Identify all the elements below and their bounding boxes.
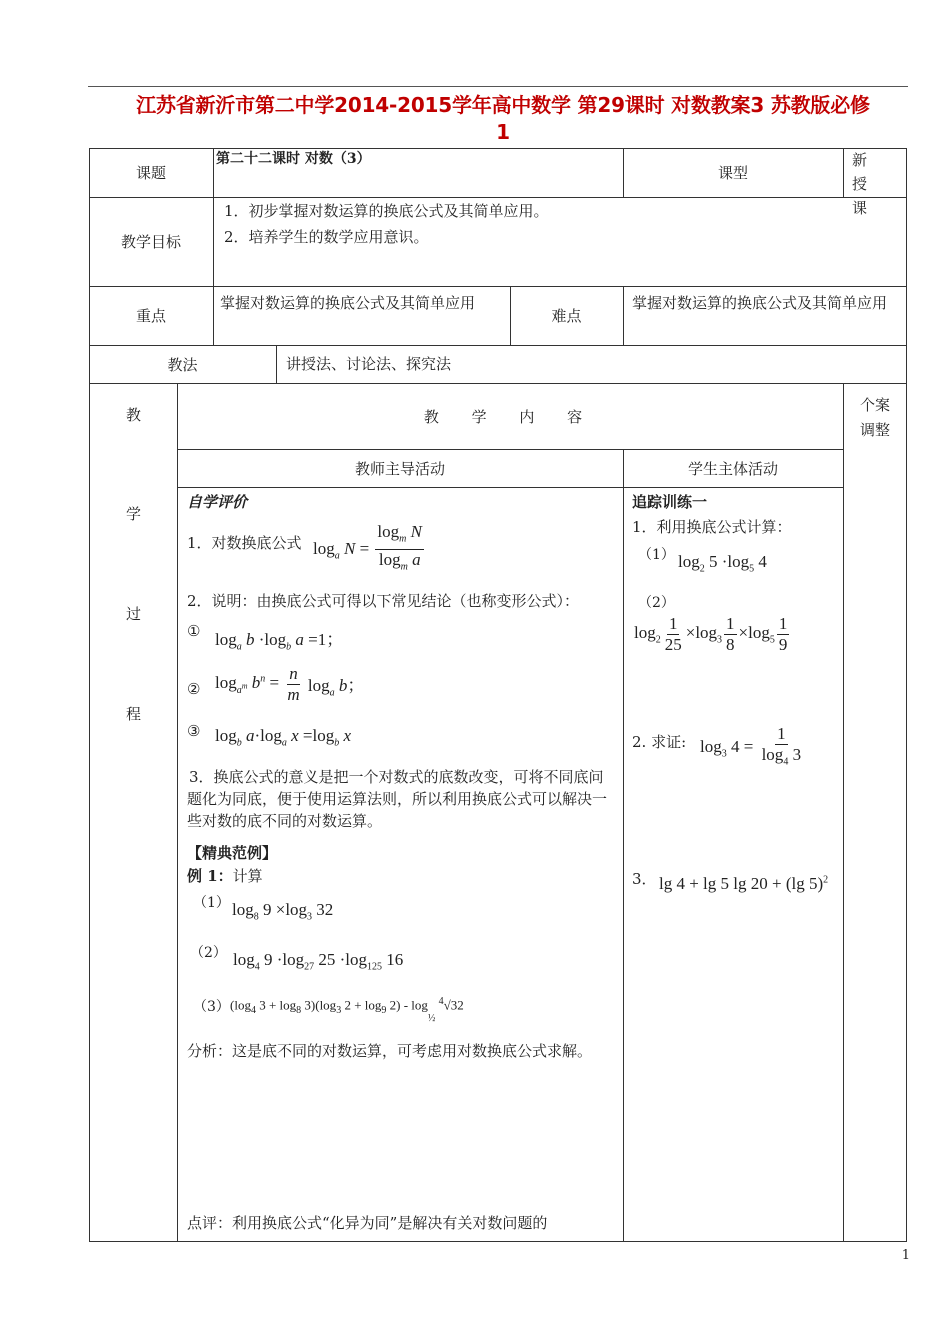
method-text: 讲授法、讨论法、探究法: [286, 355, 452, 373]
example-part-1-label: （1）: [193, 895, 230, 911]
document-title: [88, 92, 918, 146]
teacher-header: 教师主导活动: [354, 459, 445, 478]
exercise-3-formula: lg 4 + lg 5 lg 20 + (lg 5)$^2$: [659, 874, 829, 893]
topic-label: 课题: [135, 164, 166, 182]
corollary-1-formula: $\log_a b \cdot\log_b$ a =1；: [215, 630, 344, 653]
corollary-1-marker: ①: [187, 622, 201, 640]
corollary-2-formula: $\log_{a^m} b^n$ = $\frac{n}{m}$ $\log_a b$；: [215, 664, 365, 704]
process-char-4: 程: [126, 705, 142, 723]
self-study-heading: 自学评价: [187, 493, 248, 511]
exercise-3: 3．: [632, 870, 657, 888]
exercise-1: 1．利用换底公式计算：: [632, 518, 792, 536]
process-char-3: 过: [126, 605, 142, 623]
header-rule: [88, 86, 908, 87]
goals-label: 教学目标: [120, 233, 181, 251]
tracking-heading: 追踪训练一: [632, 493, 708, 511]
lesson-type-label: 课型: [717, 164, 748, 182]
example-part-1-formula: $\log_8 9 \times\log_3$ 32: [232, 900, 334, 923]
formula-item-3: 3．换底公式的意义是把一个对数式的底数改变，可将不同底问题化为同底，便于使用运算法则，所以利用换底公式可以解决一些对数的底不同的对数运算。: [187, 768, 608, 830]
process-char-1: 教: [126, 406, 142, 424]
example-1-text: 计算: [232, 867, 263, 885]
example-part-2-label: （2）: [190, 945, 227, 961]
exercise-1a-formula: $\log_2 5 \cdot\log_5$ 4: [678, 552, 767, 575]
key-point-text: 掌握对数运算的换底公式及其简单应用: [220, 294, 476, 312]
example-part-2-formula: $\log_4 9 \cdot\log_{27}$ $25 \cdot\log_{125}$ 16: [233, 950, 404, 973]
formula-item-1: 1．对数换底公式: [187, 534, 302, 552]
method-label: 教法: [167, 355, 198, 374]
corollary-3-marker: ③: [187, 722, 201, 740]
goal-1: 1．初步掌握对数运算的换底公式及其简单应用。: [224, 202, 549, 220]
comment-text: 点评：利用换底公式“化异为同”是解决有关对数问题的: [187, 1214, 548, 1232]
exercise-2-formula: $\log_3 4$ = $\frac{1}{\log_4 3}$: [700, 724, 802, 768]
exercise-1b-formula: $\log_2$ $\frac{1}{25}$ $\times\log_3$ $\frac{1}{8}$ $\times\log_5$ $\frac{1}{9}$: [634, 614, 788, 654]
exercise-1a-label: （1）: [638, 547, 675, 563]
process-char-2: 学: [126, 505, 142, 523]
content-header: 教 学 内 容: [423, 407, 597, 426]
exercise-2: 2. 求证:: [632, 733, 687, 751]
topic-value: 第二十二课时 对数（3）: [216, 151, 371, 167]
example-1-label: 例 1：: [187, 867, 233, 885]
adjust-header: 个案调整: [859, 396, 890, 439]
formula-item-2: 2．说明：由换底公式可得以下常见结论（也称变形公式）：: [187, 592, 580, 610]
examples-heading: 【精典范例】: [187, 844, 278, 862]
difficulty-text: 掌握对数运算的换底公式及其简单应用: [632, 294, 888, 312]
corollary-3-formula: $\log_b a\cdot\log_a$ $x =\log_b$ x: [215, 726, 352, 749]
title-line-1: 江苏省新沂市第二中学2014-2015学年高中数学 第29课时 对数教案3 苏教版必修: [136, 93, 870, 117]
example-part-3-formula: ($\log_4$ $3 + \log_8 3)(\log_3$ $2 + \log_9 2) - \log_{\frac{1}{2}} ^4√32$: [230, 996, 464, 1024]
change-of-base-formula: $\log_a N$ = $\frac{\log_m N}{\log_m a}$: [313, 522, 422, 573]
goal-2: 2．培养学生的数学应用意识。: [224, 228, 429, 246]
analysis-text: 分析：这是底不同的对数运算，可考虑用对数换底公式求解。: [187, 1042, 593, 1060]
page-number: 1: [901, 1248, 910, 1263]
difficulty-label: 难点: [551, 307, 582, 325]
title-line-2: 1: [496, 120, 510, 144]
exercise-1b-label: （2）: [638, 595, 675, 611]
example-part-3-label: （3）: [193, 999, 230, 1015]
student-header: 学生主体活动: [687, 459, 778, 478]
corollary-2-marker: ②: [187, 680, 201, 698]
lesson-type-value: 新授课: [852, 151, 880, 217]
key-point-label: 重点: [135, 307, 166, 325]
